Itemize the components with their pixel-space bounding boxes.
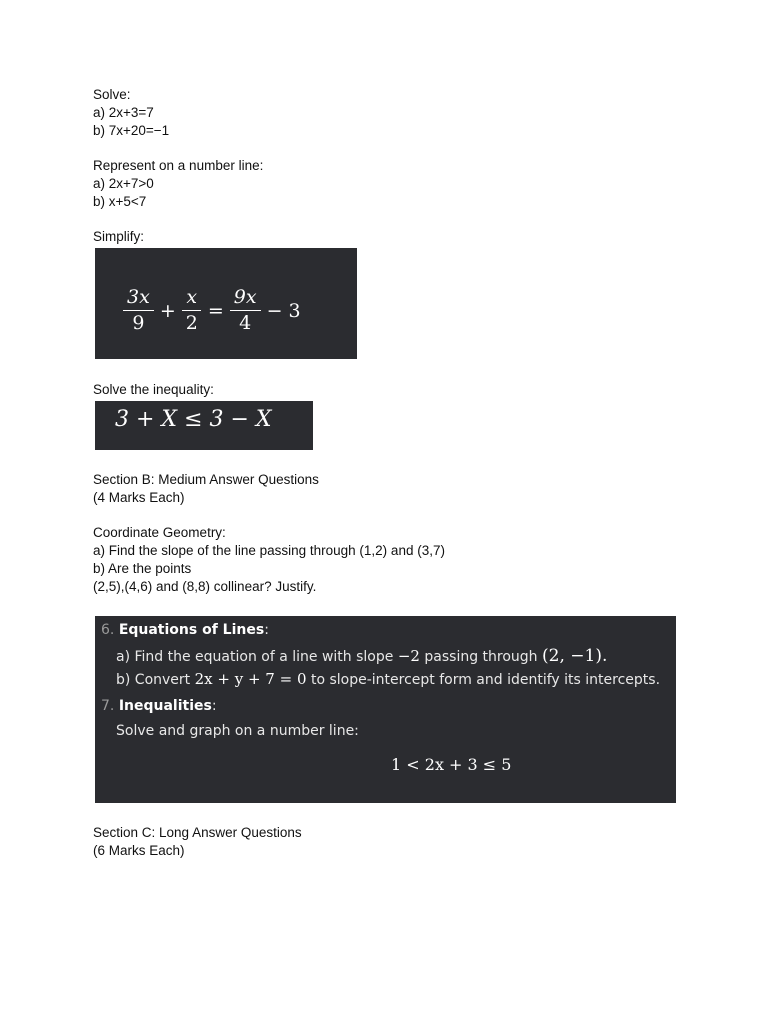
q7-number: 7. xyxy=(101,698,115,714)
q6-part-a xyxy=(116,646,607,666)
fraction-numerator: 9x xyxy=(230,288,261,311)
q6a-slope: −2 xyxy=(397,647,420,665)
section-b-marks: (4 Marks Each) xyxy=(93,490,185,505)
fraction-denominator: 4 xyxy=(239,312,252,334)
q6a-mid: passing through xyxy=(419,649,542,665)
q6-title: Equations of Lines xyxy=(118,622,265,638)
fraction-9x-over-4 xyxy=(230,288,261,333)
coordinate-item-b: b) Are the points xyxy=(93,561,192,576)
simplify-equation-image xyxy=(95,248,357,359)
q7-title: Inequalities xyxy=(118,698,212,714)
q6a-prefix: a) Find the equation of a line with slope xyxy=(116,649,398,665)
fraction-denominator: 2 xyxy=(185,312,198,334)
inequality-expression: 3 + X ≤ 3 − X xyxy=(115,407,272,432)
q7-expression: 1 < 2x + 3 ≤ 5 xyxy=(391,755,512,774)
q6b-prefix: b) Convert xyxy=(116,672,195,688)
section-b-title: Section B: Medium Answer Questions xyxy=(93,472,319,487)
inequality-image xyxy=(95,401,313,450)
fraction-numerator: 3x xyxy=(123,288,154,311)
q6-heading xyxy=(101,622,269,638)
section-c-title: Section C: Long Answer Questions xyxy=(93,825,302,840)
fraction-numerator: x xyxy=(182,288,201,311)
q6b-equation: 2x + y + 7 = 0 xyxy=(194,670,307,688)
represent-heading: Represent on a number line: xyxy=(93,158,264,173)
q6-colon: : xyxy=(264,622,269,638)
equals-sign: = xyxy=(207,299,224,322)
represent-item-b: b) x+5<7 xyxy=(93,194,147,209)
q7-heading xyxy=(101,698,217,714)
solve-heading: Solve: xyxy=(93,87,131,102)
q6a-point: (2, −1). xyxy=(542,646,608,666)
fraction-x-over-2 xyxy=(182,288,202,333)
fraction-3x-over-9 xyxy=(123,288,154,333)
solve-item-a: a) 2x+3=7 xyxy=(93,105,154,120)
plus-sign: + xyxy=(159,299,176,322)
q6-part-b xyxy=(116,670,660,688)
solve-item-b: b) 7x+20=−1 xyxy=(93,123,170,138)
coordinate-geometry-heading: Coordinate Geometry: xyxy=(93,525,226,540)
questions-screenshot xyxy=(95,616,676,803)
q6b-suffix: to slope-intercept form and identify its intercepts. xyxy=(306,672,661,688)
fraction-denominator: 9 xyxy=(132,312,145,334)
inequality-heading: Solve the inequality: xyxy=(93,382,214,397)
coordinate-item-a: a) Find the slope of the line passing through (1,2) and (3,7) xyxy=(93,543,445,558)
q7-colon: : xyxy=(211,698,217,714)
q7-text: Solve and graph on a number line: xyxy=(116,723,359,739)
represent-item-a: a) 2x+7>0 xyxy=(93,176,154,191)
simplify-equation xyxy=(123,288,307,333)
simplify-heading: Simplify: xyxy=(93,229,145,244)
coordinate-item-b-cont: (2,5),(4,6) and (8,8) collinear? Justify. xyxy=(93,579,317,594)
section-c-marks: (6 Marks Each) xyxy=(93,843,185,858)
q6-number: 6. xyxy=(101,622,115,638)
minus-constant: − 3 xyxy=(266,299,301,322)
